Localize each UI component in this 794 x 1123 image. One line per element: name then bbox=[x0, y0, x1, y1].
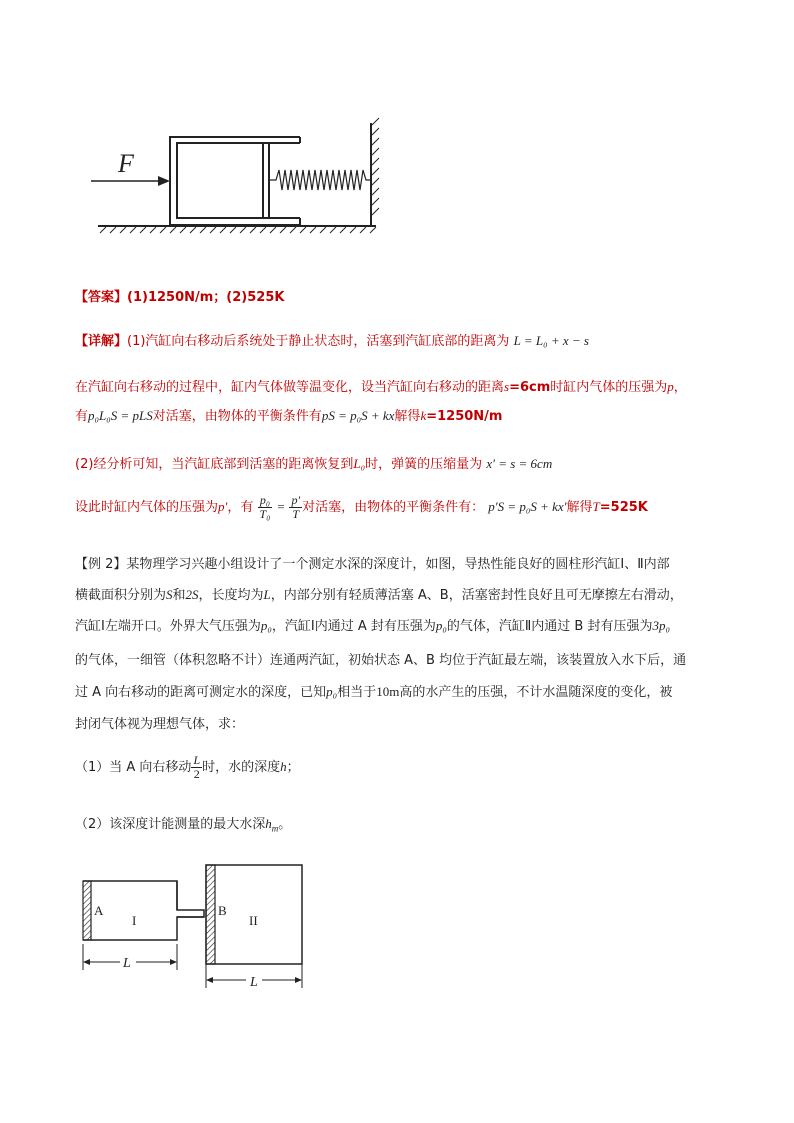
dim-label-2: L bbox=[250, 975, 258, 990]
question-1: （1）当 A 向右移动 $\frac{L}{2}$ 时，水的深度h； bbox=[75, 753, 300, 781]
example2-line-2: 横截面积分别为S和2S，长度均为L，内部分别有轻质薄活塞 A、B，活塞密封性良好且可无摩擦左右滑动， bbox=[75, 587, 683, 603]
example2-line-5: 过 A 向右移动的距离可测定水的深度，已知p₀相当于10m高的水产生的压强，不计水温随深度的变化，被 bbox=[75, 684, 673, 700]
label-II: II bbox=[249, 913, 258, 928]
label-A: A bbox=[94, 903, 104, 918]
ground-hatch bbox=[100, 227, 376, 233]
fraction-L-2: $\frac{L}{2}$ bbox=[193, 753, 201, 781]
detail-line-4: (2)经分析可知，当汽缸底部到活塞的距离恢复到L₀时，弹簧的压缩量为 x′ = s = 6cm bbox=[75, 456, 553, 472]
fraction-p-T: $\frac{p'}{T}$ bbox=[291, 493, 301, 521]
piston bbox=[263, 143, 269, 218]
example2-line-3: 汽缸Ⅰ左端开口。外界大气压强为p₀，汽缸Ⅰ内通过 A 封有压强为p₀的气体，汽缸Ⅱ内通过 B 封有压强为3p₀ bbox=[75, 618, 671, 634]
answer-text: (1)1250N/m；(2)525K bbox=[127, 290, 285, 305]
question-2: （2）该深度计能测量的最大水深$h_m$。 bbox=[75, 816, 292, 834]
force-label: F bbox=[118, 149, 134, 178]
example2-line-4: 的气体，一细管（体积忽略不计）连通两汽缸，初始状态 A、B 均位于汽缸最左端，该装置放入水下后，通 bbox=[75, 653, 687, 668]
fraction-p0-T0: $\frac{\text{p₀}}{\text{T₀}}$ bbox=[259, 493, 271, 521]
answer-tag: 【答案】 bbox=[75, 290, 128, 305]
detail-line-1: 【详解】(1)汽缸向右移动后系统处于静止状态时，活塞到汽缸底部的距离为 L = L₀ + x − s bbox=[75, 333, 589, 349]
detail-line-5: 设此时缸内气体的压强为p′，有 $\frac{\text{p₀}}{\text{T₀}}$ = $\frac{p'}{T}$ 对活塞，由物体的平衡条件有： p′S = p₀S + kx′解得T=525K bbox=[75, 493, 648, 521]
detail-line-3: 有p₀L₀S = pLS对活塞，由物体的平衡条件有pS = p₀S + kx解得k=1250N/m bbox=[75, 408, 503, 424]
force-arrowhead bbox=[158, 176, 170, 186]
cylinder-inner bbox=[177, 143, 300, 218]
figure-two-cylinders bbox=[76, 860, 312, 990]
detail-tag: 【详解】 bbox=[75, 334, 128, 349]
example2-line-6: 封闭气体视为理想气体，求： bbox=[75, 717, 245, 732]
label-I: I bbox=[132, 913, 137, 928]
answer-line bbox=[75, 286, 284, 305]
figure-cylinder-spring bbox=[86, 115, 386, 245]
spring bbox=[270, 170, 371, 190]
piston-B bbox=[206, 865, 215, 964]
example2-line-1: 【例 2】某物理学习兴趣小组设计了一个测定水深的深度计，如图，导热性能良好的圆柱形汽缸Ⅰ、Ⅱ内部 bbox=[75, 557, 670, 572]
dim-label-1: L bbox=[123, 956, 131, 971]
piston-A bbox=[83, 881, 91, 940]
formula-L: L = L₀ + x − s bbox=[513, 333, 589, 348]
label-B: B bbox=[218, 903, 227, 918]
detail-line-2: 在汽缸向右移动的过程中，缸内气体做等温变化，设当汽缸向右移动的距离s=6cm时缸内气体的压强为p， bbox=[75, 379, 687, 395]
wall-hatch bbox=[372, 118, 379, 215]
